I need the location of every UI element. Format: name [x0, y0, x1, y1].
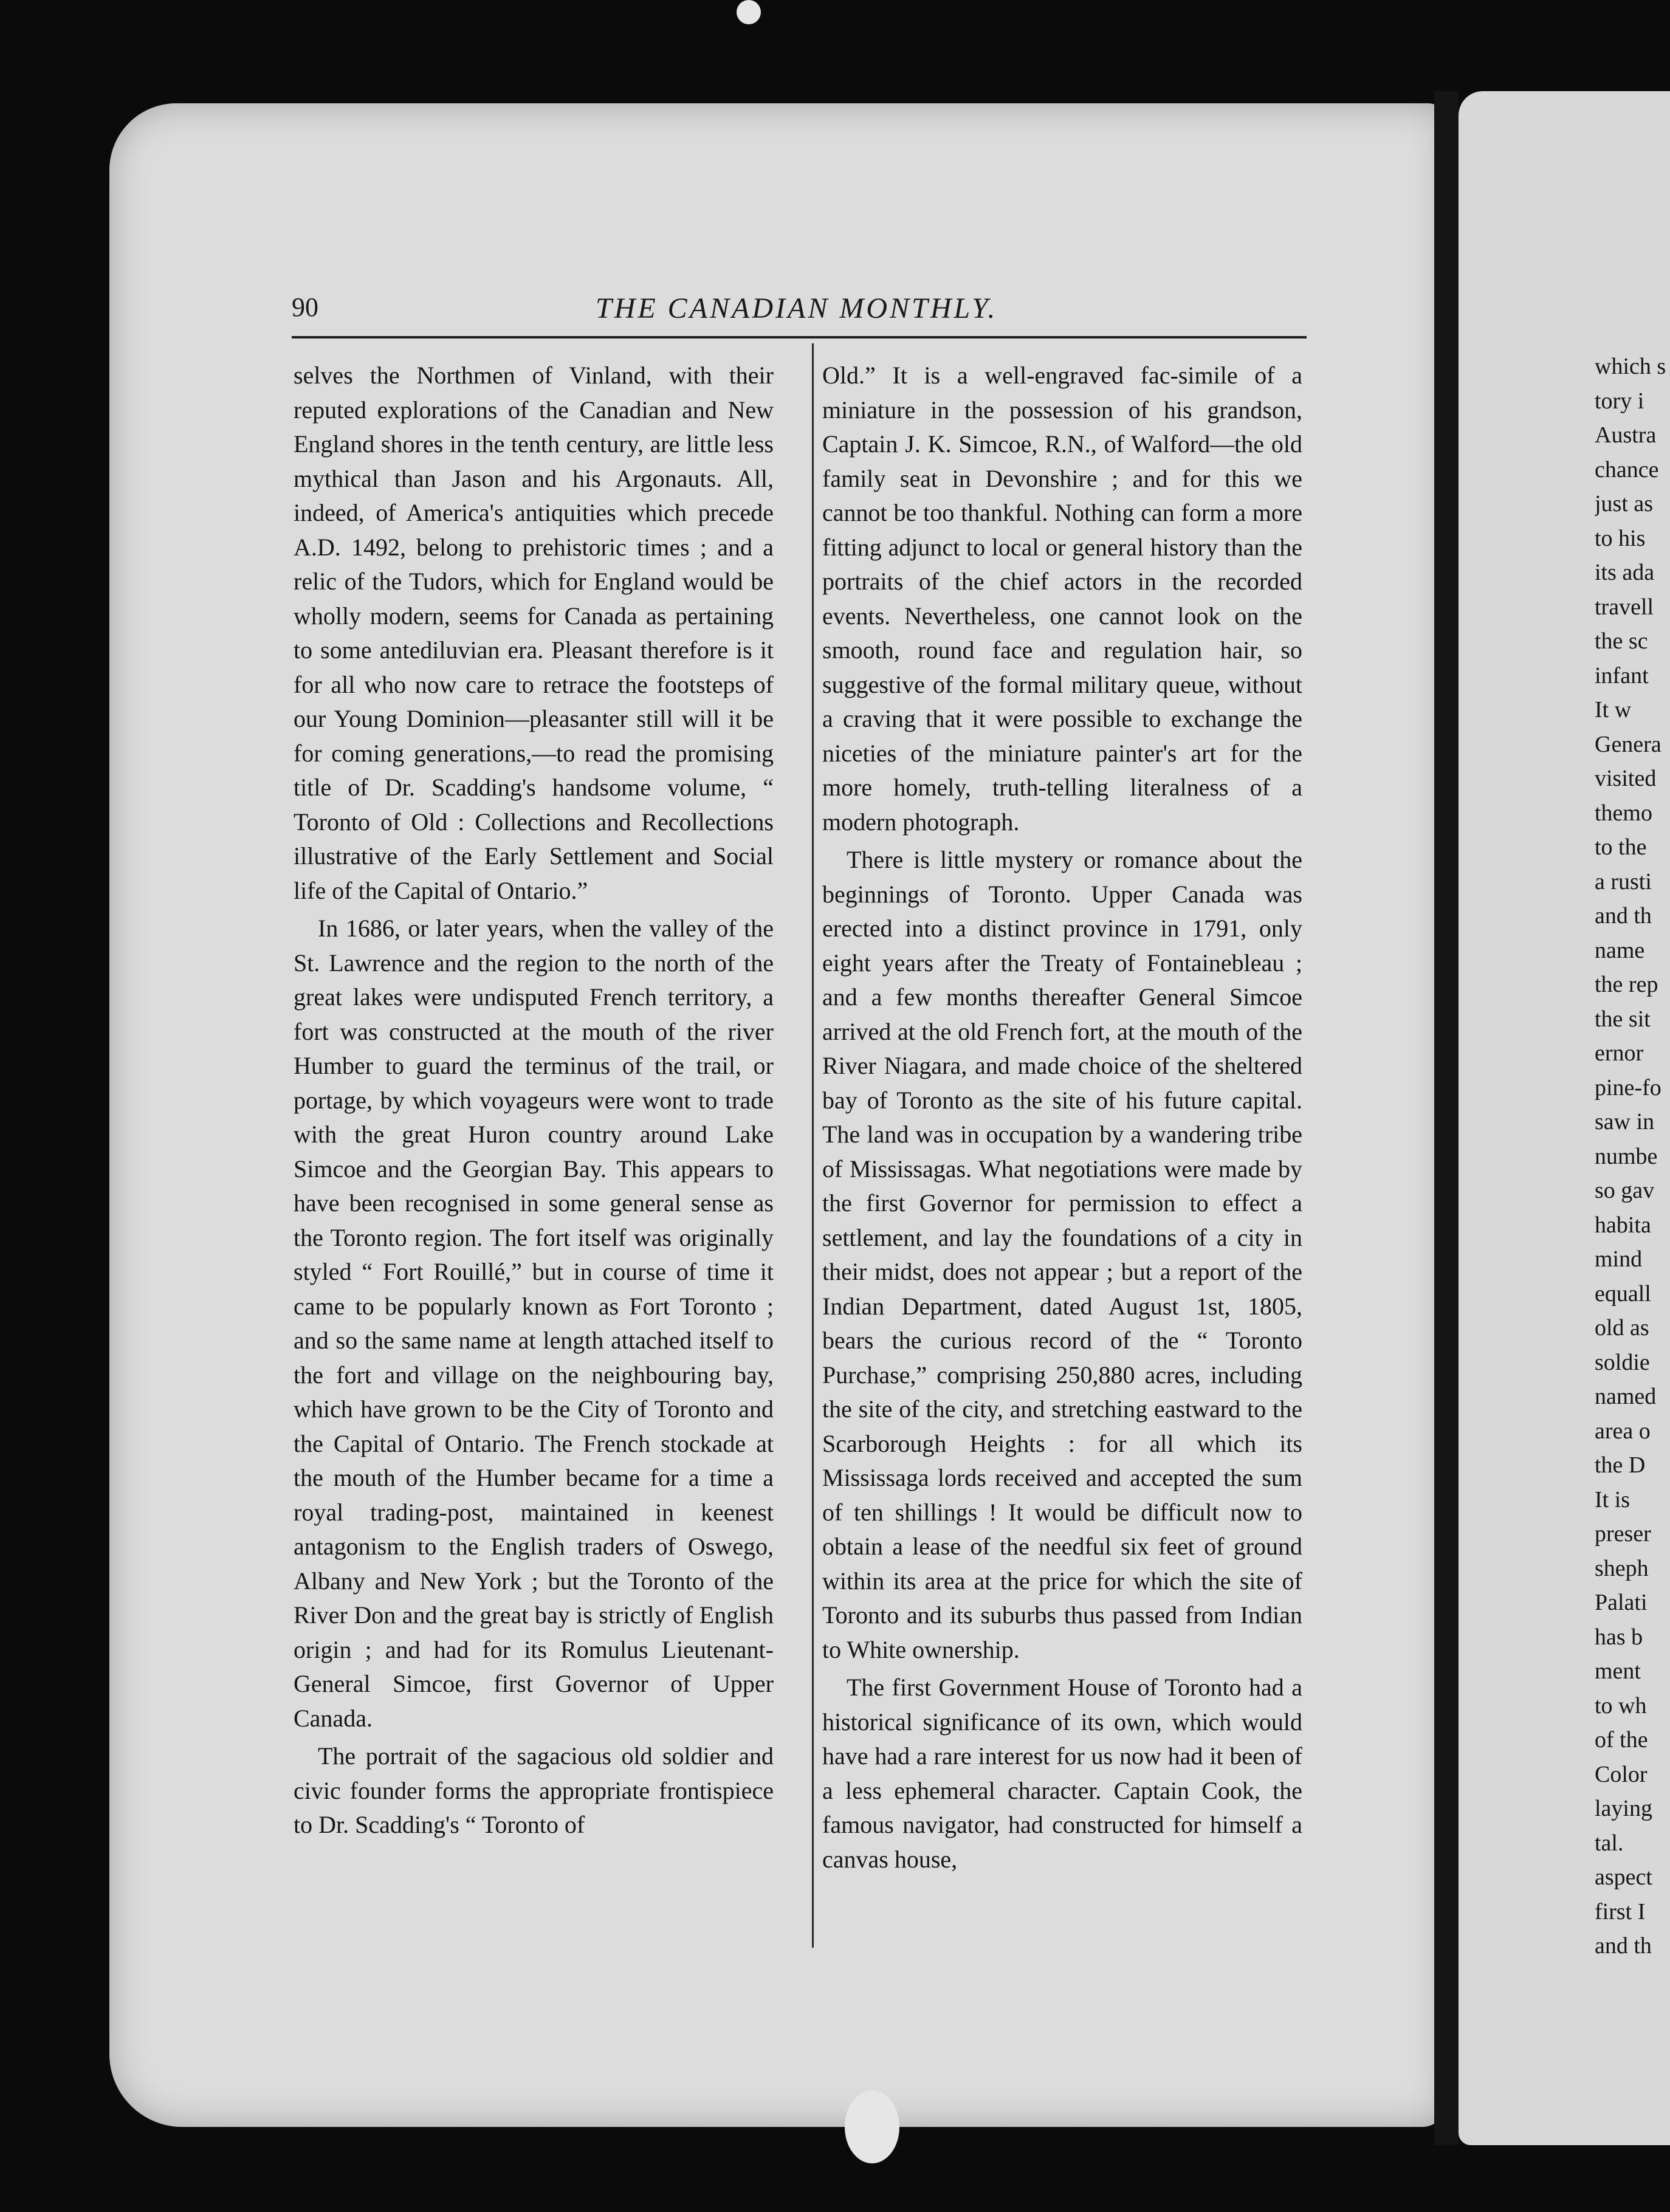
facing-page-line: habita	[1595, 1212, 1651, 1238]
paragraph: selves the Northmen of Vinland, with their reputed explorations of the Canadian and New England shores in the tenth century, are little less mythical than Jason and his Argonauts. All, indeed, of America's antiquities which precede A.D. 1492, belong to prehistoric times ; and a relic of the Tudors, which for England would be wholly modern, seems for Canada as pertaining to some antediluvian era. Pleasant therefore is it for all who now care to retrace the footsteps of our Young Dominion—pleasanter still will it be for coming generations,—to read the promising title of Dr. Scadding's handsome volume, “ Toronto of Old : Collections and Recollections illustrative of the Early Settlement and Social life of the Capital of Ontario.”	[294, 362, 774, 904]
facing-page-line: of the	[1595, 1727, 1648, 1753]
facing-page-line: laying	[1595, 1796, 1652, 1821]
facing-page-line: Palati	[1595, 1590, 1648, 1615]
facing-page-line: the D	[1595, 1452, 1646, 1478]
right-column	[822, 359, 1302, 1877]
facing-page-line: so gav	[1595, 1178, 1655, 1203]
facing-page-line: equall	[1595, 1280, 1651, 1307]
facing-page-line: the sc	[1595, 628, 1648, 654]
facing-page-line: visited	[1595, 766, 1657, 791]
facing-page-line: infant	[1595, 662, 1649, 689]
facing-page-line: a rusti	[1595, 868, 1652, 895]
facing-page-line: sheph	[1595, 1555, 1649, 1581]
facing-page-line: soldie	[1595, 1349, 1650, 1375]
facing-page-line: old as	[1595, 1315, 1649, 1341]
facing-page-line: the rep	[1595, 972, 1658, 997]
facing-page-line: to his	[1595, 525, 1646, 551]
facing-page-line: chance	[1595, 456, 1659, 483]
left-column	[294, 359, 774, 1843]
page-header	[292, 292, 1307, 334]
page-blemish	[737, 0, 761, 24]
book-gutter	[1434, 91, 1459, 2145]
facing-page-line: Austra	[1595, 422, 1657, 448]
facing-page-line: It w	[1595, 697, 1632, 723]
facing-page-line: the sit	[1595, 1006, 1651, 1032]
facing-page-line: Genera	[1595, 731, 1661, 757]
facing-page-line: its ada	[1595, 560, 1655, 585]
facing-page-line: to wh	[1595, 1692, 1647, 1719]
facing-page-line: first I	[1595, 1898, 1646, 1925]
facing-page-line: and th	[1595, 903, 1652, 929]
facing-page-line: travell	[1595, 594, 1654, 620]
facing-page-line: named	[1595, 1384, 1657, 1409]
facing-page-line: mind	[1595, 1246, 1643, 1272]
facing-page-text	[1595, 349, 1670, 1963]
facing-page-line: name	[1595, 937, 1645, 963]
facing-page-line: to the	[1595, 834, 1647, 860]
facing-page-line: tory i	[1595, 388, 1644, 414]
facing-page-line: which s	[1595, 354, 1666, 379]
header-rule	[292, 336, 1307, 338]
paragraph: The first Government House of Toronto had a historical significance of its own, which would have had a rare interest for us now had it been of a less ephemeral character. Captain Cook, the famous navigator, had constructed for himself a canvas house,	[822, 1674, 1302, 1873]
facing-page-line: saw in	[1595, 1109, 1655, 1135]
paragraph: There is little mystery or romance about the beginnings of Toronto. Upper Canada was erected into a distinct province in 1791, only eight years after the Treaty of Fontainebleau ; and a few months thereafter General Simcoe arrived at the old French fort, at the mouth of the River Niagara, and made choice of the sheltered bay of Toronto as the site of his future capital. The land was in occupation by a wandering tribe of Mississagas. What negotiations were made by the first Governor for permission to effect a settlement, and lay the foundations of a city in their midst, does not appear ; but a report of the Indian Department, dated August 1st, 1805, bears the curious record of the “ Toronto Purchase,” comprising 250,880 acres, including the site of the city, and stretching eastward to the Scarborough Heights : for all which its Mississaga lords received and accepted the sum of ten shillings ! It would be difficult now to obtain a lease of the needful six feet of ground within its area at the price for which the site of Toronto and its suburbs thus passed from Indian to White ownership.	[822, 846, 1302, 1663]
facing-page-line: It is	[1595, 1486, 1630, 1513]
page-number: 90	[292, 292, 318, 322]
facing-page-line: themo	[1595, 800, 1652, 826]
facing-page-line: Color	[1595, 1761, 1648, 1787]
facing-page-line: ernor	[1595, 1040, 1644, 1066]
facing-page-line: area o	[1595, 1418, 1651, 1444]
facing-page-line: pine-fo	[1595, 1074, 1661, 1101]
facing-page-line: and th	[1595, 1933, 1652, 1959]
paragraph: The portrait of the sagacious old soldier and civic founder forms the appropriate frontispiece to Dr. Scadding's “ Toronto of	[294, 1742, 774, 1838]
facing-page-line: has b	[1595, 1624, 1643, 1650]
facing-page-line: numbe	[1595, 1143, 1658, 1169]
facing-page-line: preser	[1595, 1521, 1651, 1547]
facing-page-line: tal.	[1595, 1830, 1624, 1856]
paragraph: Old.” It is a well-engraved fac-simile of a miniature in the possession of his grandson, Captain J. K. Simcoe, R.N., of Walford—the old family seat in Devonshire ; and for this we cannot be too thankful. Nothing can form a more fitting adjunct to local or general history than the portraits of the chief actors in the recorded events. Nevertheless, one cannot look on the smooth, round face and regulation hair, so suggestive of the formal military queue, without a craving that it were possible to exchange the niceties of the miniature painter's art for the more homely, truth-telling literalness of a modern photograph.	[822, 362, 1302, 836]
running-head: THE CANADIAN MONTHLY.	[596, 292, 998, 325]
column-divider	[812, 343, 814, 1948]
facing-page-line: just as	[1595, 491, 1654, 517]
page-blemish	[845, 2090, 899, 2163]
paragraph: In 1686, or later years, when the valley of the St. Lawrence and the region to the north of the great lakes were undisputed French territory, a fort was constructed at the mouth of the river Humber to guard the terminus of the trail, or portage, by which voyageurs were wont to trade with the great Huron country around Lake Simcoe and the Georgian Bay. This appears to have been recognised in some general sense as the Toronto region. The fort itself was originally styled “ Fort Rouillé,” but in course of time it came to be popularly known as Fort Toronto ; and so the same name at length attached itself to the fort and village on the neighbouring bay, which have grown to be the City of Toronto and the Capital of Ontario. The French stockade at the mouth of the Humber became for a time a royal trading-post, maintained in keenest antagonism to the English traders of Oswego, Albany and New York ; but the Toronto of the River Don and the great bay is strictly of English origin ; and had for its Romulus Lieutenant-General Simcoe, first Governor of Upper Canada.	[294, 915, 774, 1732]
facing-page-line: aspect	[1595, 1864, 1652, 1890]
facing-page-line: ment	[1595, 1658, 1641, 1684]
